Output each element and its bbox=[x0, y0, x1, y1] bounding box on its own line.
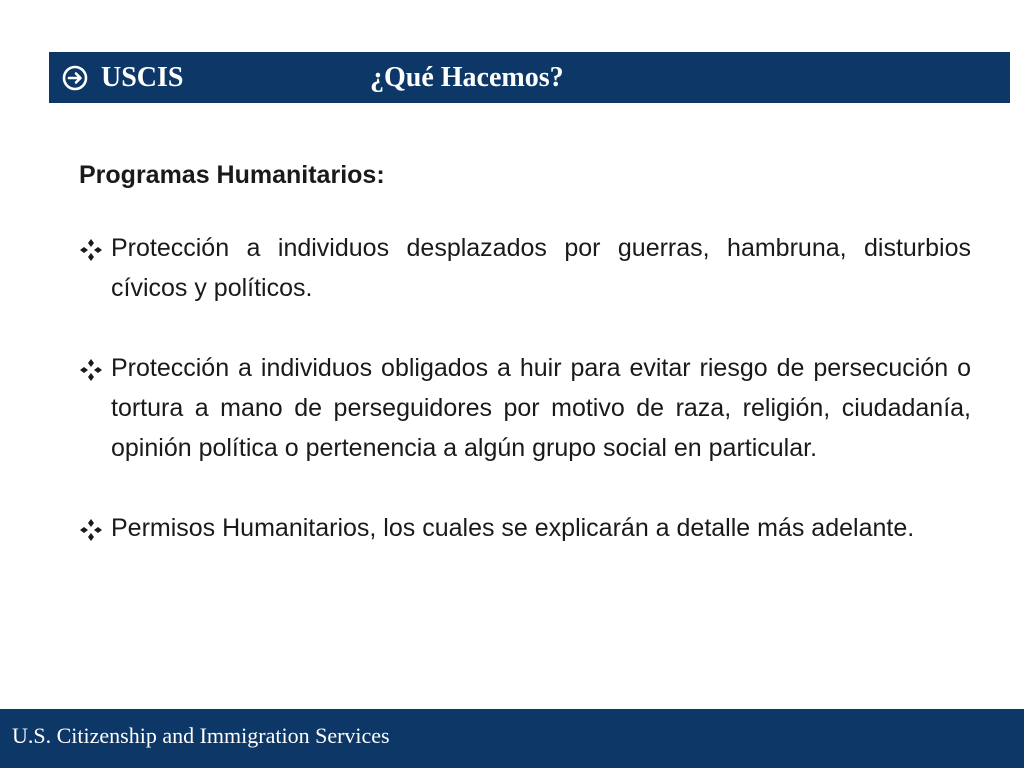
content-area bbox=[79, 156, 971, 588]
footer-text: U.S. Citizenship and Immigration Services bbox=[12, 723, 390, 748]
bullet-item bbox=[79, 508, 971, 548]
footer-bar bbox=[0, 709, 1024, 768]
diamond-four-petal-icon bbox=[79, 518, 103, 542]
bullet-item bbox=[79, 348, 971, 468]
arrow-circle-right-icon bbox=[61, 64, 89, 92]
bullet-text: Protección a individuos obligados a huir para evitar riesgo de persecución o tortura a mano de perseguidores por motivo de raza, religión, ciudadanía, opinión política o pertenencia a algún grupo social en particular. bbox=[111, 354, 971, 462]
bullet-text: Permisos Humanitarios, los cuales se explicarán a detalle más adelante. bbox=[111, 514, 915, 542]
section-heading: Programas Humanitarios: bbox=[79, 161, 385, 189]
bullet-list bbox=[79, 228, 971, 548]
diamond-four-petal-icon bbox=[79, 238, 103, 262]
header-org: USCIS bbox=[101, 61, 184, 93]
header-bar bbox=[49, 52, 1010, 103]
diamond-four-petal-icon bbox=[79, 358, 103, 382]
bullet-text: Protección a individuos desplazados por guerras, hambruna, disturbios cívicos y políticos. bbox=[111, 234, 971, 302]
bullet-item bbox=[79, 228, 971, 308]
page-title: ¿Qué Hacemos? bbox=[370, 61, 564, 93]
